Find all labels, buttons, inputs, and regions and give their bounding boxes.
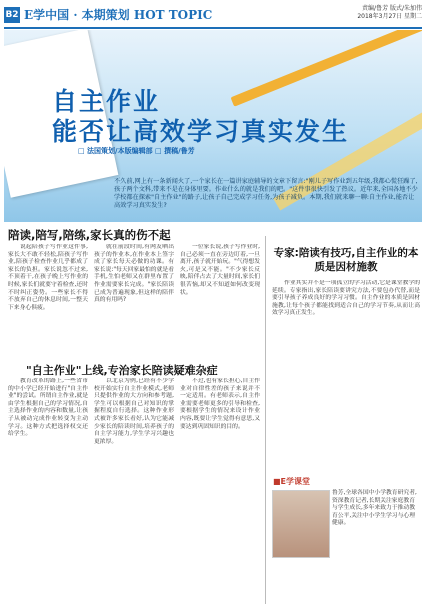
article-col-1: 说起陪孩子写作业这件事,家长大不敢不轻松,陪孩子写作业,陪孩子检查作业几乎都成了家长的负担。家长说忽不过来,不顶着干,在孩子晚上写作业的时候,家长们就要守着检查,还时不时纠正姿势。一些家长不得不放弃自己的休息时间,一整天下来身心俱疲。 <box>8 244 88 311</box>
column-brand: E学中国 · 本期策划 HOT TOPIC <box>24 8 213 22</box>
subhead-accompany: 陪读,陪写,陪练,家长真的伤不起 <box>8 228 171 242</box>
hero-banner <box>4 30 422 222</box>
writer-photo <box>272 490 330 558</box>
writer-tag: ■E学课堂 <box>273 477 311 486</box>
edition-meta <box>357 5 422 21</box>
article-col-3: 一位家长说,孩子写作业时,自己必须一直在旁边盯着,一旦离开,孩子就开始玩。"气得想发火,可是又不能。"不少家长反映,陪伴占去了大量时间,家长们很苦恼,却又不知道如何改变现状。 <box>180 244 260 296</box>
column-divider <box>265 236 266 604</box>
lead-paragraph: 不久前,网上有一条新闻火了,一个家长在一篇讲家庭辅导的文章下留言:"刚儿子写作业到五年级,我都心慌狂躁了,孩子两个文科,带来不是在身体里要。作业什么的就是我们的吧。"这件事很快引发了热议。近年来,全国各地不少学校都在探索"自主作业"的路子,让孩子自己完成学习任务,为孩子减负。本期,我们就来聊一聊:自主作业,能否让高效学习真实发生? <box>114 178 418 209</box>
expert-text: 作业其实并不是一项孤立的学习活动,它是课堂教学的延续。专家指出,家长陪读要讲究方法,不要包办代替,而是要引导孩子养成良好的学习习惯。自主作业的本质是因材施教,让每个孩子都能找到适合自己的学习节奏,从而让高效学习真正发生。 <box>272 280 420 317</box>
headline-line-1: 自主作业 <box>52 87 161 116</box>
article-col-6: 不过,也有家长担心,自主作业对自律性差的孩子来说并不一定适用。有老师表示,自主作业需要老师更多的引导和检查,要根据学生的情况来设计作业内容,既要让学生觉得有意思,又要达到巩固知识的目的。 <box>180 378 260 430</box>
article-col-5: 以北京为例,已经有不少学校开始实行自主作业模式,老师只提供作业的大方向和参考题,学生可以根据自己对知识的掌握程度自行选择。这种作业形式被许多家长看好,认为它能减少家长的陪读时间,培养孩子的自主学习能力,学生学习兴趣也更浓厚。 <box>94 378 174 445</box>
editor-line: 责编/鲁芳 版式/朱加伟 <box>362 5 422 12</box>
date-line: 2018年3月27日 星期二 <box>357 13 422 20</box>
article-col-2: 就在前段时间,有网友晒出孩子的作业本,在作业本上签字成了家长每天必做的功课。有家长说:"每天回家最怕的就是看手机,生怕老师又在群里布置了作业需要家长完成。"家长陪读已成为普遍现象,但这样的陪伴真的有用吗? <box>94 244 174 304</box>
writer-box <box>272 490 420 602</box>
byline: □ 法国策划/本版编辑部 □ 撰稿/鲁芳 <box>78 147 195 155</box>
section-badge: B2 <box>4 7 20 23</box>
writer-bio: 鲁芳,全球各国中小学教育研究者,资深教育记者,长期关注家庭教育与学生成长,多年来致力于推动教育公平,关注中小学生学习与心理健康。 <box>332 490 417 527</box>
subhead-autonomous-homework: "自主作业"上线,专治家长陪读疑难杂症 <box>26 364 218 377</box>
article-col-4: 教育改革的路上,一些省市的中小学已经开始进行"自主作业"的尝试。所谓自主作业,就是由学生根据自己的学习情况,自主选择作业的内容和数量,让孩子从被动完成作业转变为主动学习。这种方式把选择权交还给学生。 <box>8 378 88 438</box>
subhead-expert: 专家:陪读有技巧,自主作业的本质是因材施教 <box>273 247 419 273</box>
page-header <box>4 5 422 29</box>
pencil-illustration <box>231 30 422 107</box>
headline-line-2: 能否让高效学习真实发生 <box>52 117 350 146</box>
